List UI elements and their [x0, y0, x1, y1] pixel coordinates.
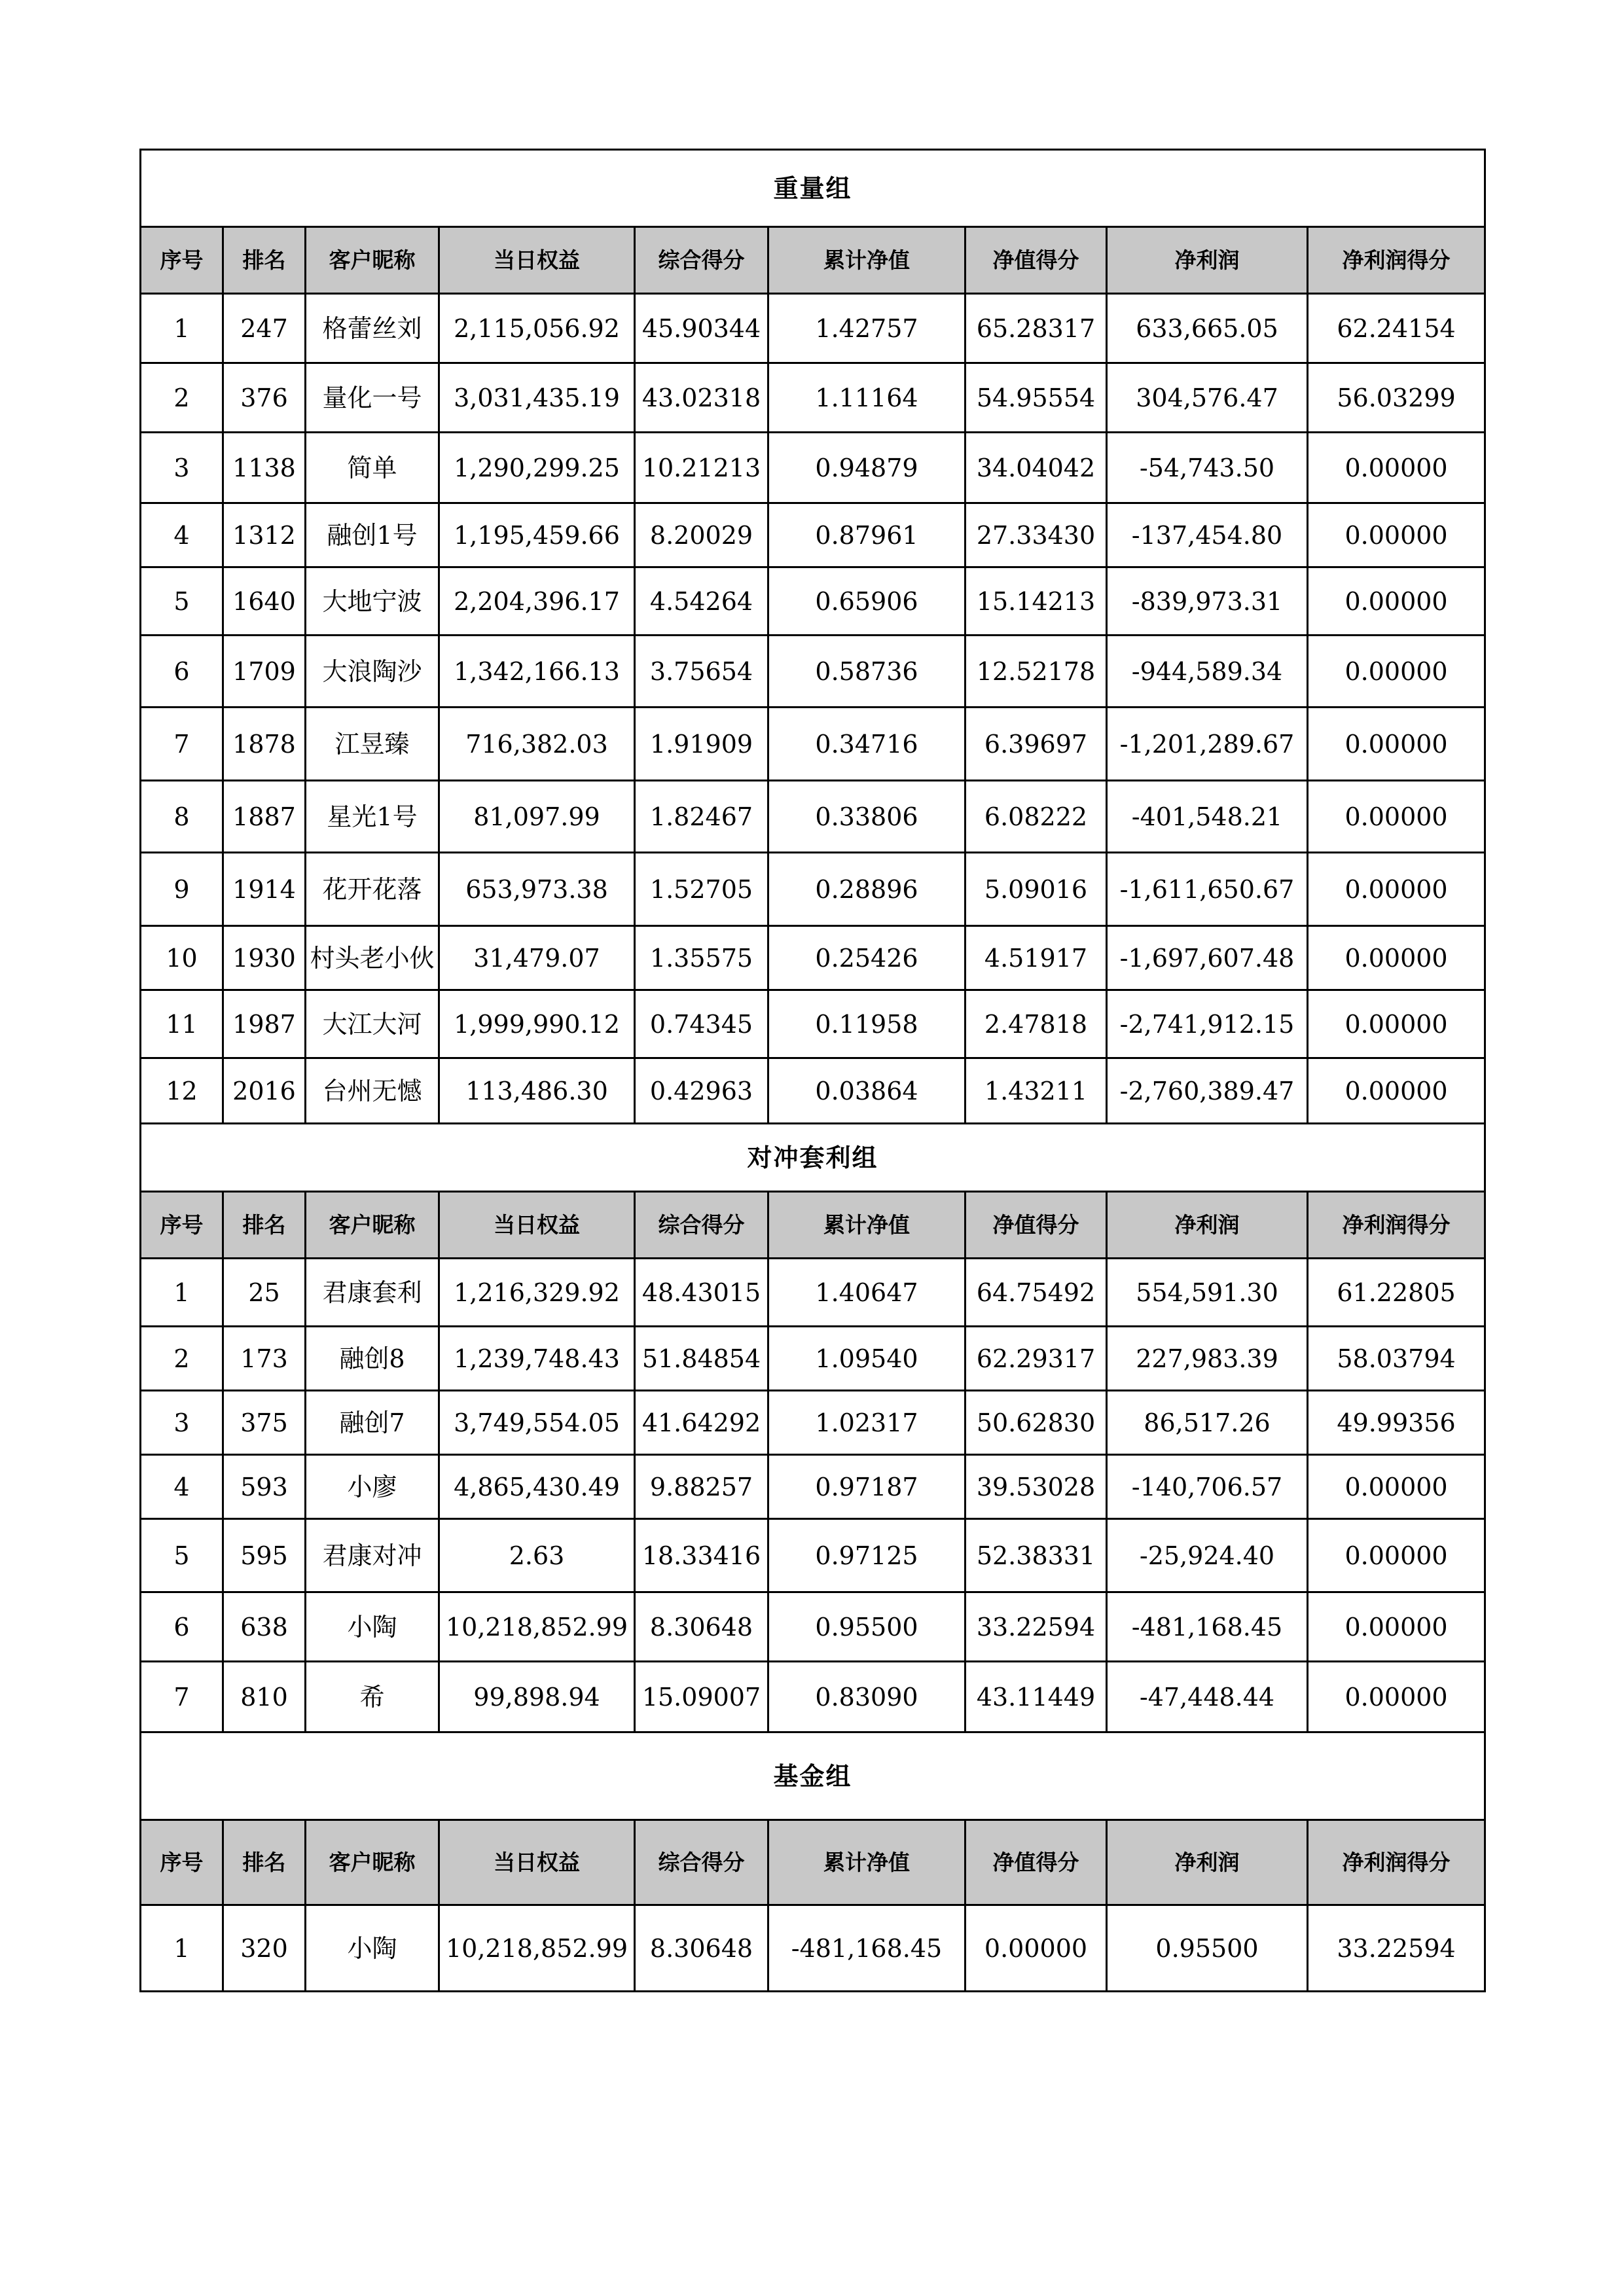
cell-cumulative-nav: 1.42757	[768, 294, 965, 363]
cell-equity: 81,097.99	[439, 781, 635, 853]
cell-nickname: 简单	[306, 433, 439, 503]
cell-nav-score: 43.11449	[965, 1662, 1107, 1732]
cell-nickname: 君康对冲	[306, 1519, 439, 1592]
cell-nav-score: 4.51917	[965, 926, 1107, 990]
table-row	[141, 1058, 1485, 1124]
cell-net-profit-score: 0.00000	[1308, 926, 1485, 990]
cell-net-profit-score: 56.03299	[1308, 363, 1485, 433]
cell-rank: 25	[223, 1259, 306, 1327]
cell-net-profit: -839,973.31	[1107, 567, 1308, 636]
cell-net-profit: -140,706.57	[1107, 1455, 1308, 1519]
column-header-net-profit: 净利润	[1107, 1192, 1308, 1259]
cell-equity: 99,898.94	[439, 1662, 635, 1732]
cell-nickname: 格蕾丝刘	[306, 294, 439, 363]
cell-composite-score: 1.82467	[635, 781, 768, 853]
column-header-cumulative-nav: 累计净值	[768, 1192, 965, 1259]
cell-net-profit: -401,548.21	[1107, 781, 1308, 853]
table-row	[141, 363, 1485, 433]
cell-seq: 5	[141, 1519, 223, 1592]
cell-seq: 3	[141, 433, 223, 503]
cell-seq: 4	[141, 1455, 223, 1519]
cell-seq: 11	[141, 990, 223, 1058]
cell-net-profit-score: 0.00000	[1308, 1662, 1485, 1732]
column-header-rank: 排名	[223, 1820, 306, 1905]
table-row	[141, 781, 1485, 853]
cell-net-profit-score: 0.00000	[1308, 708, 1485, 781]
cell-composite-score: 1.52705	[635, 853, 768, 926]
column-header-seq: 序号	[141, 227, 223, 294]
table-row	[141, 990, 1485, 1058]
cell-cumulative-nav: 0.95500	[768, 1592, 965, 1662]
table-row	[141, 1662, 1485, 1732]
table-row	[141, 1327, 1485, 1391]
column-header-cumulative-nav: 累计净值	[768, 1820, 965, 1905]
cell-nav-score: 12.52178	[965, 636, 1107, 708]
cell-nickname: 小陶	[306, 1905, 439, 1992]
cell-net-profit-score: 0.00000	[1308, 1519, 1485, 1592]
cell-composite-score: 10.21213	[635, 433, 768, 503]
cell-rank: 1930	[223, 926, 306, 990]
cell-composite-score: 41.64292	[635, 1391, 768, 1455]
column-header-nav-score: 净值得分	[965, 1820, 1107, 1905]
cell-nav-score: 39.53028	[965, 1455, 1107, 1519]
cell-equity: 653,973.38	[439, 853, 635, 926]
cell-nav-score: 27.33430	[965, 503, 1107, 567]
cell-composite-score: 43.02318	[635, 363, 768, 433]
cell-net-profit: -1,611,650.67	[1107, 853, 1308, 926]
table-row	[141, 433, 1485, 503]
cell-cumulative-nav: 0.87961	[768, 503, 965, 567]
column-header-equity: 当日权益	[439, 1192, 635, 1259]
cell-seq: 1	[141, 1905, 223, 1992]
cell-rank: 1914	[223, 853, 306, 926]
column-header-row	[141, 227, 1485, 294]
cell-cumulative-nav: 0.97125	[768, 1519, 965, 1592]
column-header-nickname: 客户昵称	[306, 1192, 439, 1259]
column-header-seq: 序号	[141, 1192, 223, 1259]
cell-cumulative-nav: 0.97187	[768, 1455, 965, 1519]
column-header-equity: 当日权益	[439, 227, 635, 294]
cell-seq: 2	[141, 1327, 223, 1391]
cell-equity: 2.63	[439, 1519, 635, 1592]
cell-net-profit-score: 0.00000	[1308, 990, 1485, 1058]
cell-net-profit-score: 0.00000	[1308, 1058, 1485, 1124]
cell-equity: 716,382.03	[439, 708, 635, 781]
section-title-hedge: 对冲套利组	[141, 1124, 1485, 1192]
table-row	[141, 853, 1485, 926]
cell-composite-score: 8.30648	[635, 1905, 768, 1992]
column-header-cumulative-nav: 累计净值	[768, 227, 965, 294]
cell-equity: 31,479.07	[439, 926, 635, 990]
cell-nickname: 江昱臻	[306, 708, 439, 781]
cell-composite-score: 8.20029	[635, 503, 768, 567]
cell-equity: 1,239,748.43	[439, 1327, 635, 1391]
cell-net-profit: 86,517.26	[1107, 1391, 1308, 1455]
cell-rank: 1138	[223, 433, 306, 503]
cell-net-profit-score: 0.00000	[1308, 433, 1485, 503]
cell-equity: 2,204,396.17	[439, 567, 635, 636]
cell-nav-score: 52.38331	[965, 1519, 1107, 1592]
cell-rank: 1709	[223, 636, 306, 708]
cell-net-profit-score: 0.00000	[1308, 781, 1485, 853]
cell-net-profit: -1,697,607.48	[1107, 926, 1308, 990]
cell-nickname: 量化一号	[306, 363, 439, 433]
cell-composite-score: 45.90344	[635, 294, 768, 363]
cell-net-profit: -481,168.45	[1107, 1592, 1308, 1662]
cell-net-profit: -47,448.44	[1107, 1662, 1308, 1732]
table-row	[141, 1905, 1485, 1992]
cell-rank: 173	[223, 1327, 306, 1391]
cell-equity: 4,865,430.49	[439, 1455, 635, 1519]
cell-cumulative-nav: 0.25426	[768, 926, 965, 990]
cell-net-profit: -25,924.40	[1107, 1519, 1308, 1592]
column-header-seq: 序号	[141, 1820, 223, 1905]
table-row	[141, 1391, 1485, 1455]
table-row	[141, 926, 1485, 990]
cell-rank: 375	[223, 1391, 306, 1455]
cell-rank: 1640	[223, 567, 306, 636]
cell-nickname: 大地宁波	[306, 567, 439, 636]
cell-nav-score: 62.29317	[965, 1327, 1107, 1391]
cell-rank: 1987	[223, 990, 306, 1058]
cell-composite-score: 18.33416	[635, 1519, 768, 1592]
cell-cumulative-nav: 0.58736	[768, 636, 965, 708]
cell-nav-score: 6.08222	[965, 781, 1107, 853]
cell-nav-score: 33.22594	[965, 1592, 1107, 1662]
section-title-heavy: 重量组	[141, 150, 1485, 227]
cell-rank: 247	[223, 294, 306, 363]
cell-seq: 9	[141, 853, 223, 926]
cell-nav-score: 15.14213	[965, 567, 1107, 636]
cell-cumulative-nav: 1.09540	[768, 1327, 965, 1391]
cell-cumulative-nav: -481,168.45	[768, 1905, 965, 1992]
cell-net-profit: -944,589.34	[1107, 636, 1308, 708]
column-header-row	[141, 1820, 1485, 1905]
cell-rank: 1312	[223, 503, 306, 567]
cell-equity: 10,218,852.99	[439, 1905, 635, 1992]
cell-seq: 6	[141, 1592, 223, 1662]
cell-net-profit-score: 0.00000	[1308, 636, 1485, 708]
column-header-rank: 排名	[223, 227, 306, 294]
column-header-row	[141, 1192, 1485, 1259]
cell-equity: 1,216,329.92	[439, 1259, 635, 1327]
section-title-row	[141, 1732, 1485, 1820]
cell-rank: 1887	[223, 781, 306, 853]
cell-cumulative-nav: 0.33806	[768, 781, 965, 853]
column-header-rank: 排名	[223, 1192, 306, 1259]
cell-nav-score: 50.62830	[965, 1391, 1107, 1455]
cell-nav-score: 0.00000	[965, 1905, 1107, 1992]
cell-nickname: 君康套利	[306, 1259, 439, 1327]
cell-cumulative-nav: 0.11958	[768, 990, 965, 1058]
cell-nickname: 大浪陶沙	[306, 636, 439, 708]
cell-net-profit: -137,454.80	[1107, 503, 1308, 567]
cell-nav-score: 54.95554	[965, 363, 1107, 433]
cell-nickname: 台州无憾	[306, 1058, 439, 1124]
cell-cumulative-nav: 1.40647	[768, 1259, 965, 1327]
cell-rank: 320	[223, 1905, 306, 1992]
cell-net-profit-score: 49.99356	[1308, 1391, 1485, 1455]
table-row	[141, 1519, 1485, 1592]
cell-nickname: 大江大河	[306, 990, 439, 1058]
cell-nickname: 村头老小伙	[306, 926, 439, 990]
cell-nickname: 融创7	[306, 1391, 439, 1455]
cell-net-profit-score: 61.22805	[1308, 1259, 1485, 1327]
column-header-composite-score: 综合得分	[635, 227, 768, 294]
cell-net-profit: 633,665.05	[1107, 294, 1308, 363]
cell-seq: 10	[141, 926, 223, 990]
cell-seq: 7	[141, 1662, 223, 1732]
column-header-net-profit-score: 净利润得分	[1308, 1192, 1485, 1259]
cell-net-profit-score: 62.24154	[1308, 294, 1485, 363]
table-row	[141, 708, 1485, 781]
cell-seq: 6	[141, 636, 223, 708]
cell-net-profit: 304,576.47	[1107, 363, 1308, 433]
cell-rank: 376	[223, 363, 306, 433]
cell-rank: 593	[223, 1455, 306, 1519]
column-header-net-profit-score: 净利润得分	[1308, 227, 1485, 294]
cell-composite-score: 1.91909	[635, 708, 768, 781]
cell-composite-score: 9.88257	[635, 1455, 768, 1519]
cell-net-profit-score: 58.03794	[1308, 1327, 1485, 1391]
cell-seq: 1	[141, 1259, 223, 1327]
cell-equity: 3,031,435.19	[439, 363, 635, 433]
column-header-net-profit: 净利润	[1107, 1820, 1308, 1905]
cell-composite-score: 51.84854	[635, 1327, 768, 1391]
cell-composite-score: 8.30648	[635, 1592, 768, 1662]
cell-nav-score: 64.75492	[965, 1259, 1107, 1327]
table-row	[141, 503, 1485, 567]
cell-nav-score: 34.04042	[965, 433, 1107, 503]
cell-cumulative-nav: 0.83090	[768, 1662, 965, 1732]
cell-rank: 1878	[223, 708, 306, 781]
cell-composite-score: 4.54264	[635, 567, 768, 636]
cell-cumulative-nav: 1.11164	[768, 363, 965, 433]
cell-nickname: 希	[306, 1662, 439, 1732]
table-row	[141, 636, 1485, 708]
cell-seq: 7	[141, 708, 223, 781]
cell-seq: 4	[141, 503, 223, 567]
cell-net-profit-score: 0.00000	[1308, 1592, 1485, 1662]
cell-seq: 5	[141, 567, 223, 636]
cell-cumulative-nav: 0.94879	[768, 433, 965, 503]
cell-equity: 113,486.30	[439, 1058, 635, 1124]
column-header-nav-score: 净值得分	[965, 1192, 1107, 1259]
ranking-report-table	[139, 149, 1486, 1992]
cell-net-profit: 0.95500	[1107, 1905, 1308, 1992]
cell-net-profit-score: 0.00000	[1308, 503, 1485, 567]
cell-equity: 1,290,299.25	[439, 433, 635, 503]
cell-nickname: 融创1号	[306, 503, 439, 567]
column-header-equity: 当日权益	[439, 1820, 635, 1905]
cell-equity: 3,749,554.05	[439, 1391, 635, 1455]
cell-cumulative-nav: 0.34716	[768, 708, 965, 781]
column-header-nav-score: 净值得分	[965, 227, 1107, 294]
cell-rank: 595	[223, 1519, 306, 1592]
cell-rank: 638	[223, 1592, 306, 1662]
cell-net-profit-score: 0.00000	[1308, 1455, 1485, 1519]
cell-nav-score: 2.47818	[965, 990, 1107, 1058]
cell-seq: 12	[141, 1058, 223, 1124]
cell-nickname: 小陶	[306, 1592, 439, 1662]
column-header-net-profit: 净利润	[1107, 227, 1308, 294]
cell-cumulative-nav: 0.65906	[768, 567, 965, 636]
cell-composite-score: 48.43015	[635, 1259, 768, 1327]
cell-net-profit: -1,201,289.67	[1107, 708, 1308, 781]
table-row	[141, 294, 1485, 363]
cell-net-profit-score: 0.00000	[1308, 853, 1485, 926]
cell-nav-score: 65.28317	[965, 294, 1107, 363]
section-title-fund: 基金组	[141, 1732, 1485, 1820]
cell-nav-score: 6.39697	[965, 708, 1107, 781]
cell-cumulative-nav: 1.02317	[768, 1391, 965, 1455]
cell-net-profit: -54,743.50	[1107, 433, 1308, 503]
cell-composite-score: 1.35575	[635, 926, 768, 990]
cell-nickname: 星光1号	[306, 781, 439, 853]
table-row	[141, 1592, 1485, 1662]
cell-nickname: 融创8	[306, 1327, 439, 1391]
cell-composite-score: 3.75654	[635, 636, 768, 708]
cell-equity: 2,115,056.92	[439, 294, 635, 363]
cell-nav-score: 1.43211	[965, 1058, 1107, 1124]
cell-net-profit-score: 33.22594	[1308, 1905, 1485, 1992]
cell-cumulative-nav: 0.03864	[768, 1058, 965, 1124]
cell-nickname: 小廖	[306, 1455, 439, 1519]
cell-seq: 8	[141, 781, 223, 853]
cell-nav-score: 5.09016	[965, 853, 1107, 926]
cell-composite-score: 0.74345	[635, 990, 768, 1058]
cell-seq: 1	[141, 294, 223, 363]
column-header-nickname: 客户昵称	[306, 227, 439, 294]
cell-seq: 2	[141, 363, 223, 433]
cell-composite-score: 0.42963	[635, 1058, 768, 1124]
cell-net-profit-score: 0.00000	[1308, 567, 1485, 636]
cell-net-profit: -2,741,912.15	[1107, 990, 1308, 1058]
table-row	[141, 1455, 1485, 1519]
table-row	[141, 1259, 1485, 1327]
column-header-nickname: 客户昵称	[306, 1820, 439, 1905]
cell-seq: 3	[141, 1391, 223, 1455]
cell-net-profit: 554,591.30	[1107, 1259, 1308, 1327]
cell-equity: 1,999,990.12	[439, 990, 635, 1058]
column-header-composite-score: 综合得分	[635, 1192, 768, 1259]
cell-rank: 810	[223, 1662, 306, 1732]
table-row	[141, 567, 1485, 636]
cell-rank: 2016	[223, 1058, 306, 1124]
cell-composite-score: 15.09007	[635, 1662, 768, 1732]
cell-nickname: 花开花落	[306, 853, 439, 926]
column-header-composite-score: 综合得分	[635, 1820, 768, 1905]
section-title-row	[141, 150, 1485, 227]
column-header-net-profit-score: 净利润得分	[1308, 1820, 1485, 1905]
cell-net-profit: -2,760,389.47	[1107, 1058, 1308, 1124]
section-title-row	[141, 1124, 1485, 1192]
cell-equity: 10,218,852.99	[439, 1592, 635, 1662]
cell-net-profit: 227,983.39	[1107, 1327, 1308, 1391]
cell-equity: 1,195,459.66	[439, 503, 635, 567]
cell-equity: 1,342,166.13	[439, 636, 635, 708]
cell-cumulative-nav: 0.28896	[768, 853, 965, 926]
